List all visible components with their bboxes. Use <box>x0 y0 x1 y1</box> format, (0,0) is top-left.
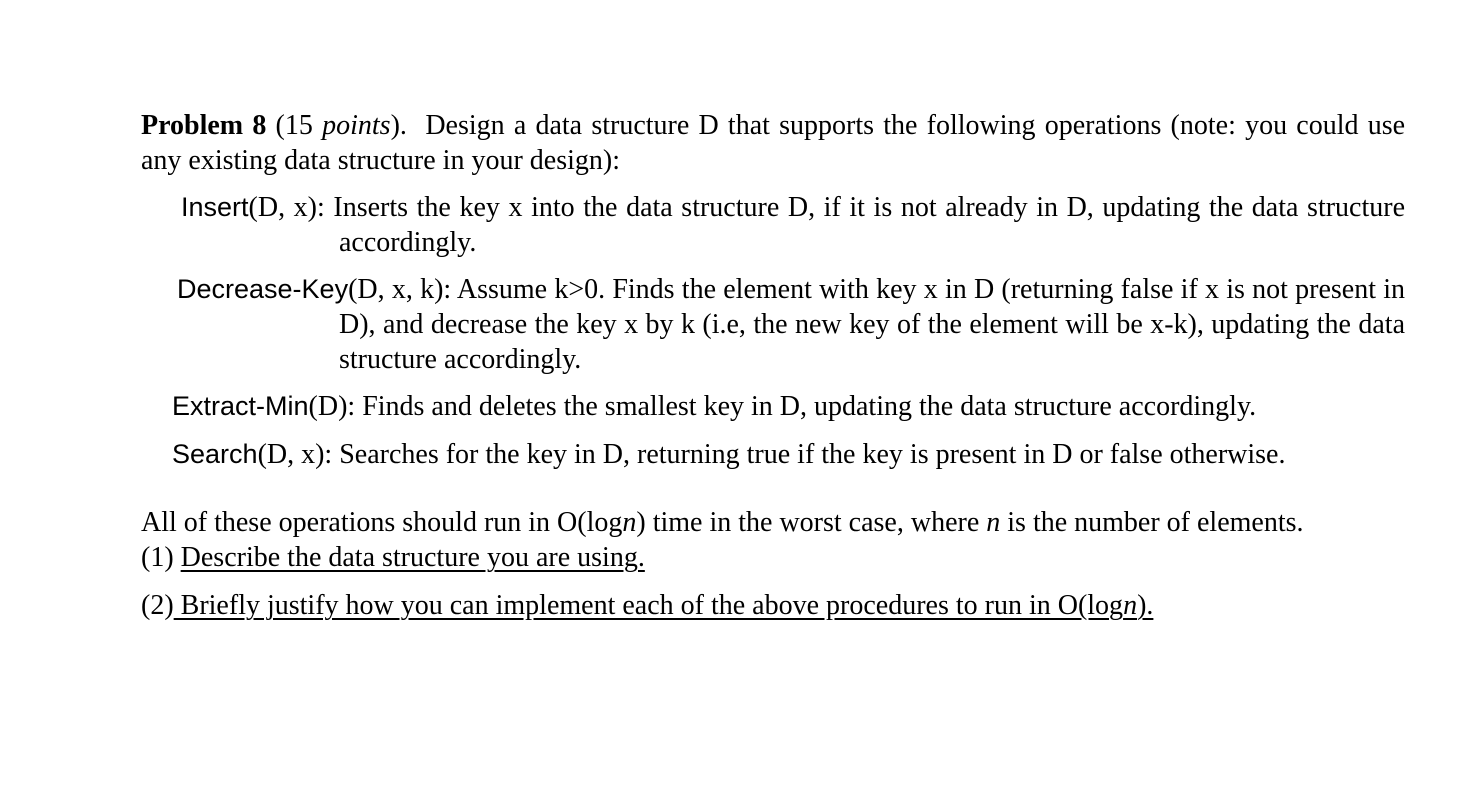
variable-n: n <box>986 507 1001 538</box>
requirement-text: All of these operations should run in O(log <box>141 507 623 538</box>
operation-name: Search <box>172 439 258 469</box>
operation-args: (D, x): <box>257 439 333 470</box>
points-word: points <box>322 110 391 141</box>
task-1 <box>141 540 1405 575</box>
operation-description: Assume k>0. Finds the element with key x in D (returning false if x is not present in D), and decrease the key x by k (i.e, the new key of the element will be x-k), updating the data structure accordingly. <box>339 274 1405 375</box>
problem-intro: Design a data structure D that supports the following operations (note: you could use any existing data structure in your design): <box>141 110 1406 176</box>
task-text-part: Briefly justify how you can implement each of the above procedures to run in O(log <box>173 590 1124 621</box>
problem-document <box>141 108 1405 623</box>
operation-description: Inserts the key x into the data structure D, if it is not already in D, updating the data structure accordingly. <box>324 192 1406 258</box>
problem-statement <box>141 108 1405 178</box>
task-text-part: ). <box>1137 590 1154 621</box>
task-2 <box>141 588 1405 623</box>
operation-args: (D, x, k): <box>348 274 452 305</box>
points-open: (15 <box>266 110 323 141</box>
variable-n: n <box>622 507 637 538</box>
variable-n: n <box>1123 590 1138 621</box>
task-number: (2) <box>141 590 174 621</box>
runtime-requirement <box>141 505 1405 540</box>
points-close: ). <box>390 110 407 141</box>
task-number: (1) <box>141 542 181 573</box>
operation-description: Searches for the key in D, returning true if the key is present in D or false otherwise. <box>332 439 1286 470</box>
requirements-section <box>141 505 1405 575</box>
operation-search <box>172 437 1405 472</box>
operation-name: Extract-Min <box>172 391 309 421</box>
operation-decrease-key <box>177 272 1405 377</box>
operation-extract-min <box>172 389 1405 424</box>
operation-args: (D): <box>308 391 356 422</box>
task-text <box>174 590 1154 621</box>
requirement-text: ) time in the worst case, where <box>636 507 987 538</box>
operation-insert <box>181 190 1406 260</box>
problem-label: Problem 8 <box>141 110 267 141</box>
operation-args: (D, x): <box>248 192 325 223</box>
operation-description: Finds and deletes the smallest key in D, updating the data structure accordingly. <box>355 391 1257 422</box>
operation-name: Insert <box>181 192 249 222</box>
task-text: Describe the data structure you are using. <box>180 542 645 573</box>
requirement-text: is the number of elements. <box>1000 507 1304 538</box>
operation-name: Decrease-Key <box>177 274 349 304</box>
